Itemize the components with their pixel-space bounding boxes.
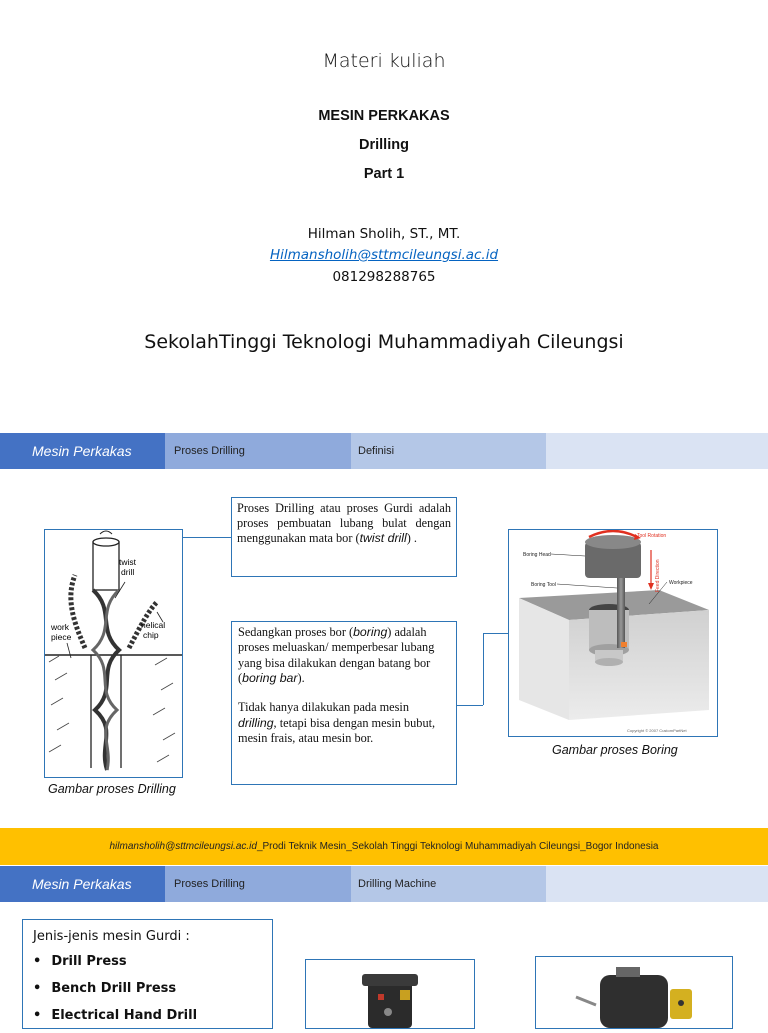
topic-title: Drilling [359, 137, 409, 153]
connector-line [207, 537, 231, 538]
boring-text-b: ) adalah proses meluaskan/ memperbesar lubang yang bisa dilakukan dengan batang bor ( [238, 625, 435, 686]
header-spacer [546, 433, 768, 469]
list-item: • Bench Drill Press [33, 981, 177, 996]
header-subtopic-label: Definisi [351, 433, 546, 469]
list-item-label: Bench Drill Press [51, 981, 177, 996]
author-name: Hilman Sholih, ST., MT. [307, 226, 461, 242]
drilling-term: drilling [238, 715, 274, 730]
connector-line [183, 537, 207, 538]
boring-head-label: Boring Head [523, 552, 551, 558]
workpiece-label: Workpiece [669, 580, 693, 586]
drill-press-illustration [306, 960, 474, 1028]
drilling-illustration [45, 530, 182, 777]
twist-drill-term: twist drill [359, 530, 407, 545]
connector-line [483, 633, 508, 634]
helical-chip-label: helical chip [141, 620, 166, 640]
boring-bar-term: boring bar [242, 671, 298, 686]
bench-drill-image [535, 956, 733, 1029]
work-piece-label: work piece [51, 622, 72, 642]
header-topic-label: Proses Drilling [165, 866, 351, 902]
author-email-link[interactable]: Hilmansholih@sttmcileungsi.ac.id [269, 247, 499, 263]
caption-drilling: Gambar proses Drilling [48, 782, 176, 796]
tool-rotation-label: Tool Rotation [637, 533, 667, 539]
list-item: • Drill Press [33, 954, 127, 969]
slide3-header-bar [0, 866, 768, 902]
subject-title: MESIN PERKAKAS [318, 108, 450, 124]
boring-diagram [508, 529, 718, 737]
boring-text-c: ). [297, 671, 305, 686]
machine-types-title: Jenis-jenis mesin Gurdi : [33, 929, 190, 944]
definition-boring-box [231, 621, 457, 785]
author-phone: 081298288765 [332, 269, 436, 285]
header-section-label: Mesin Perkakas [0, 866, 165, 902]
definition-drilling-end: ) . [406, 530, 417, 545]
institution-name: SekolahTinggi Teknologi Muhammadiyah Cileungsi [144, 331, 624, 353]
boring-text-a: Sedangkan proses bor ( [238, 625, 354, 639]
list-item: • Electrical Hand Drill [33, 1008, 198, 1023]
twist-drill-label: twist drill [119, 557, 136, 577]
definition-drilling-text: Proses Drilling atau proses Gurdi adalah proses pembuatan lubang bulat dengan menggunakan mata bor ( [237, 501, 451, 545]
list-item-label: Electrical Hand Drill [51, 1008, 198, 1023]
title-slide [0, 0, 768, 425]
list-item-label: Drill Press [51, 954, 127, 969]
footer-band [0, 828, 768, 865]
boring-illustration [509, 530, 717, 736]
definition-drilling-box [231, 497, 457, 577]
drill-press-image [305, 959, 475, 1029]
footer-text: _Prodi Teknik Mesin_Sekolah Tinggi Teknologi Muhammadiyah Cileungsi_Bogor Indonesia [256, 841, 659, 852]
slide2-header-bar [0, 433, 768, 469]
drilling-diagram [44, 529, 183, 778]
connector-line [483, 633, 484, 705]
part-title: Part 1 [363, 166, 405, 182]
boring-text-e: , tetapi bisa dengan mesin bubut, mesin frais, atau mesin bor. [238, 715, 436, 746]
header-spacer [546, 866, 768, 902]
copyright-label: Copyright © 2007 CustomPartNet [627, 728, 687, 733]
bench-drill-illustration [536, 957, 732, 1028]
boring-term: boring [353, 625, 388, 639]
footer-email: hilmansholih@sttmcileungsi.ac.id [109, 841, 257, 852]
header-subtopic-label: Drilling Machine [351, 866, 546, 902]
caption-boring: Gambar proses Boring [552, 743, 678, 757]
slide-heading: Materi kuliah [322, 50, 446, 72]
header-topic-label: Proses Drilling [165, 433, 351, 469]
machine-types-box [22, 919, 273, 1029]
feed-direction-label: Feed Direction [655, 559, 661, 592]
connector-line [457, 705, 483, 706]
boring-text-d: Tidak hanya dilakukan pada mesin [238, 700, 409, 715]
header-section-label: Mesin Perkakas [0, 433, 165, 469]
boring-tool-label: Boring Tool [531, 582, 556, 588]
